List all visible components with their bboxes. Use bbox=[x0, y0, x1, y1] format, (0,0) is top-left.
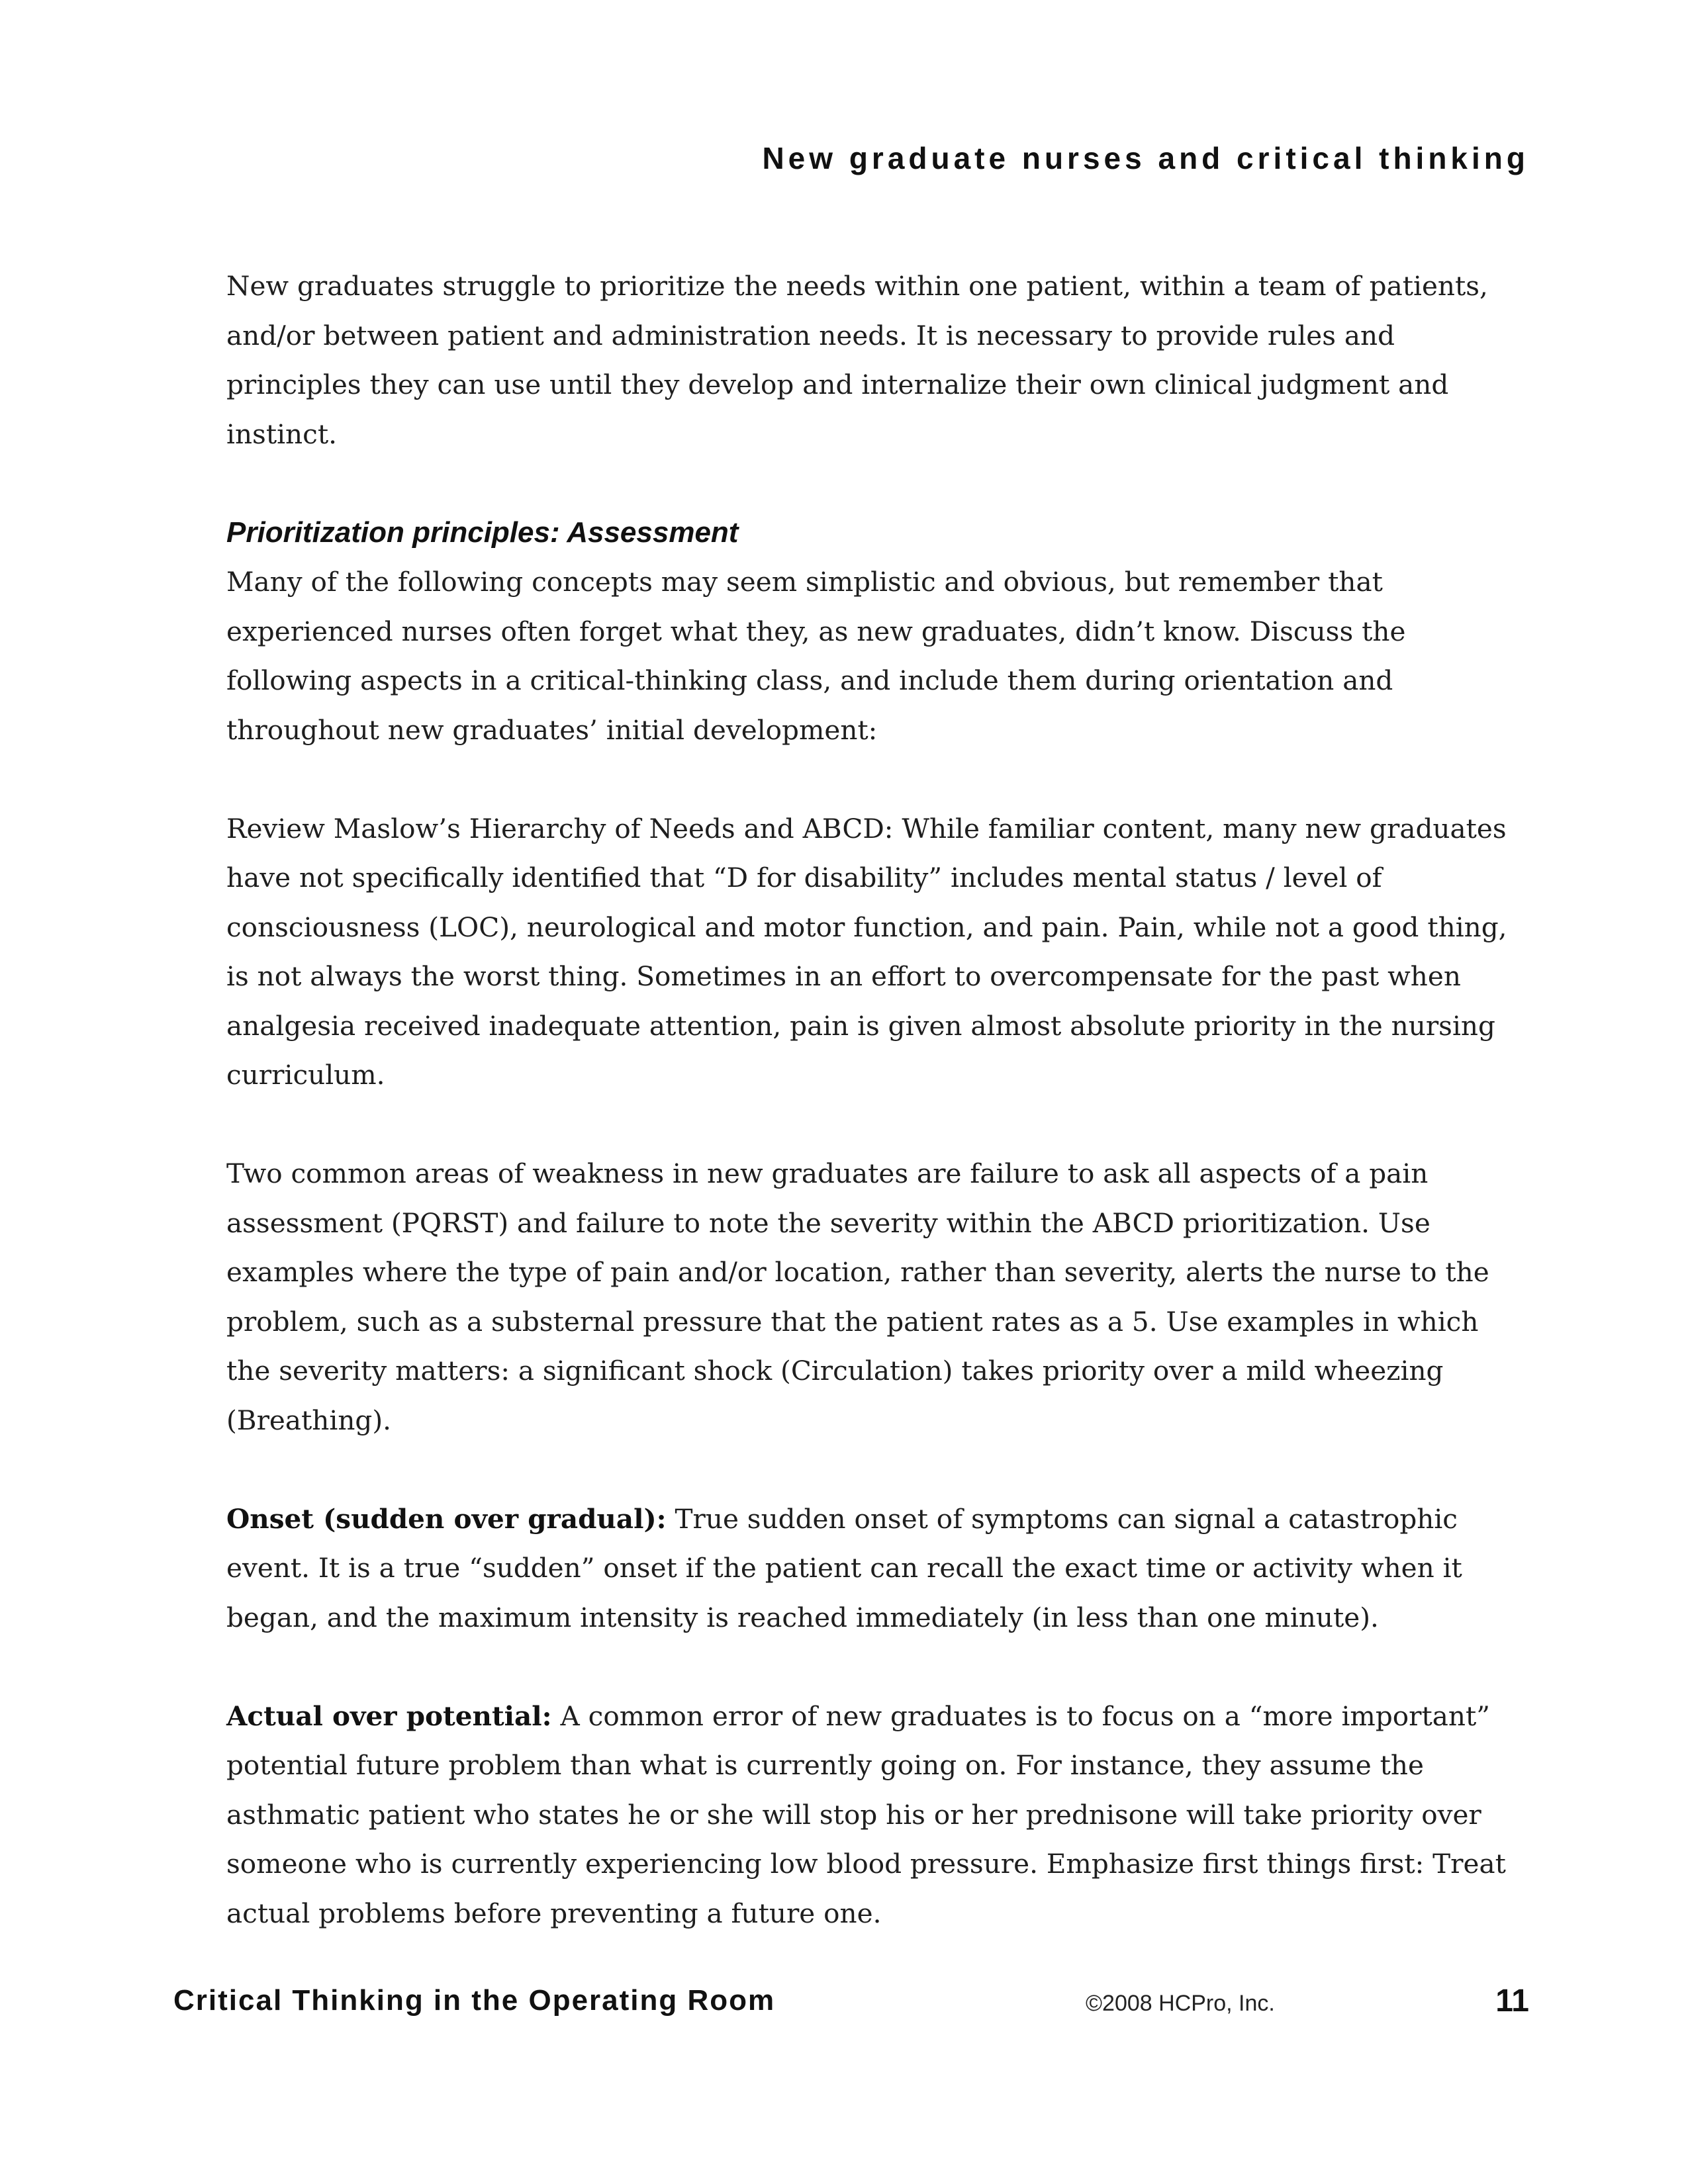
page-number: 11 bbox=[1495, 1983, 1529, 2019]
weakness-paragraph: Two common areas of weakness in new graduates are failure to ask all aspects of a pain assessment (PQRST) and failure to note the severity within the ABCD prioritization. Use examples where the type of pain and/or location, rather than severity, alerts the nurse to the problem, such as a substernal pressure that the patient rates as a 5. Use examples in which the severity matters: a significant shock (Circulation) takes priority over a mild wheezing (Breathing). bbox=[226, 1158, 1489, 1436]
footer-copyright: ©2008 HCPro, Inc. bbox=[1086, 1991, 1275, 2016]
actual-text: A common error of new graduates is to focus on a “more important” potential future problem than what is currently going on. For instance, they assume the asthmatic patient who states he or she will stop his or her prednisone will take priority over someone who is currently experiencing low blood pressure. Emphasize first things first: Treat actual problems before preventing a future one. bbox=[226, 1700, 1506, 1929]
footer-book-title: Critical Thinking in the Operating Room bbox=[173, 1984, 776, 2017]
running-header-title: New graduate nurses and critical thinking bbox=[762, 141, 1529, 175]
intro-paragraph: New graduates struggle to prioritize the needs within one patient, within a team of patients, and/or between patient and administration needs. It is necessary to provide rules and principles they can use until they develop and internalize their own clinical judgment and instinct. bbox=[226, 270, 1488, 450]
onset-paragraph bbox=[226, 1494, 1517, 1643]
section-heading: Prioritization principles: Assessment bbox=[226, 516, 739, 549]
actual-label: Actual over potential: bbox=[226, 1700, 552, 1732]
actual-paragraph bbox=[226, 1692, 1517, 1938]
page-body bbox=[226, 261, 1517, 1938]
section-intro-paragraph: Many of the following concepts may seem simplistic and obvious, but remember that experienced nurses often forget what they, as new graduates, didn’t know. Discuss the following aspects in a critical-thinking class, and include them during orientation and throughout new graduates’ initial development: bbox=[226, 566, 1406, 746]
onset-text: True sudden onset of symptoms can signal a catastrophic event. It is a true “sudden” onset if the patient can recall the exact time or activity when it began, and the maximum intensity is reached immediately (in less than one minute). bbox=[226, 1502, 1462, 1633]
maslow-paragraph: Review Maslow’s Hierarchy of Needs and ABCD: While familiar content, many new graduates have not specifically identified that “D for disability” includes mental status / level of consciousness (LOC), neurological and motor function, and pain. Pain, while not a good thing, is not always the worst thing. Sometimes in an effort to overcompensate for the past when analgesia received inadequate attention, pain is given almost absolute priority in the nursing curriculum. bbox=[226, 812, 1507, 1091]
onset-label: Onset (sudden over gradual): bbox=[226, 1502, 667, 1535]
